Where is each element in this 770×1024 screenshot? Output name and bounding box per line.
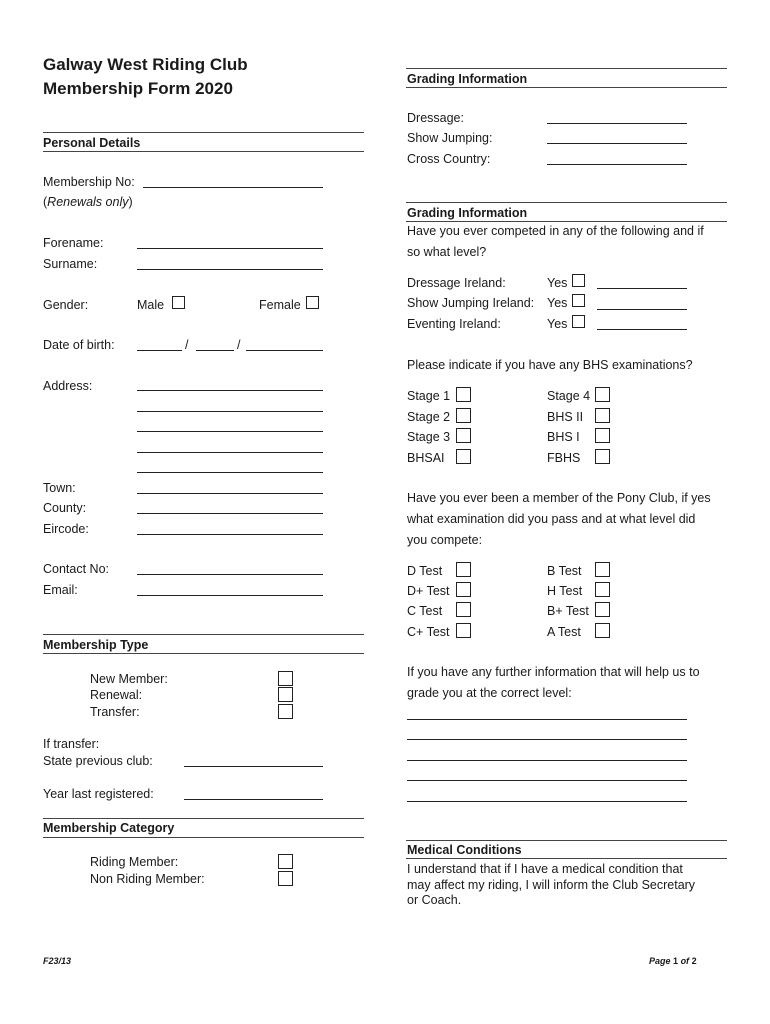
- d-test-label: D Test: [407, 564, 443, 578]
- medical-conditions-heading: Medical Conditions: [407, 843, 522, 857]
- transfer-label: Transfer:: [90, 705, 140, 719]
- dressage-ireland-yes-checkbox[interactable]: [572, 274, 585, 287]
- medical-text-line1: I understand that if I have a medical condition that: [407, 862, 683, 876]
- county-label: County:: [43, 501, 87, 515]
- dressage-ireland-label: Dressage Ireland:: [407, 276, 506, 290]
- c-plus-test-checkbox[interactable]: [456, 623, 471, 638]
- year-last-registered-label: Year last registered:: [43, 787, 154, 801]
- rule-bottom: [43, 837, 364, 838]
- bhsai-checkbox[interactable]: [456, 449, 471, 464]
- email-label: Email:: [43, 583, 78, 597]
- dob-separator-2: /: [237, 338, 241, 352]
- further-info-line2: grade you at the correct level:: [407, 686, 572, 700]
- eventing-ireland-level-field[interactable]: [597, 329, 687, 330]
- address-line-2[interactable]: [137, 411, 323, 412]
- pony-club-question-line1: Have you ever been a member of the Pony Club, if yes: [407, 491, 711, 505]
- bhs-stage3-checkbox[interactable]: [456, 428, 471, 443]
- renewals-only-note: (Renewals only): [43, 195, 133, 209]
- show-jumping-ireland-label: Show Jumping Ireland:: [407, 296, 535, 310]
- dressage-field[interactable]: [547, 123, 687, 124]
- further-info-line-field-5[interactable]: [407, 801, 687, 802]
- page-number: Page 1 of 2: [649, 956, 697, 966]
- membership-no-field[interactable]: [143, 187, 323, 188]
- b-plus-test-checkbox[interactable]: [595, 602, 610, 617]
- address-line-5[interactable]: [137, 472, 323, 473]
- county-field[interactable]: [137, 513, 323, 514]
- membership-category-heading: Membership Category: [43, 821, 175, 835]
- rule-bottom: [406, 858, 727, 859]
- new-member-label: New Member:: [90, 672, 168, 686]
- bhs-question: Please indicate if you have any BHS examinations?: [407, 358, 693, 372]
- bhs-i-label: BHS I: [547, 430, 580, 444]
- medical-text-line3: or Coach.: [407, 893, 462, 907]
- dob-month-field[interactable]: [196, 350, 234, 351]
- d-plus-test-checkbox[interactable]: [456, 582, 471, 597]
- bhsai-label: BHSAI: [407, 451, 445, 465]
- c-test-label: C Test: [407, 604, 443, 618]
- year-last-registered-field[interactable]: [184, 799, 323, 800]
- d-test-checkbox[interactable]: [456, 562, 471, 577]
- cross-country-field[interactable]: [547, 164, 687, 165]
- medical-text-line2: may affect my riding, I will inform the Club Secretary: [407, 878, 696, 892]
- further-info-line-field-4[interactable]: [407, 780, 687, 781]
- membership-type-heading: Membership Type: [43, 638, 149, 652]
- a-test-checkbox[interactable]: [595, 623, 610, 638]
- bhs-i-checkbox[interactable]: [595, 428, 610, 443]
- h-test-label: H Test: [547, 584, 583, 598]
- show-jumping-field[interactable]: [547, 143, 687, 144]
- pony-club-question-line2: what examination did you pass and at what level did: [407, 512, 696, 526]
- renewal-checkbox[interactable]: [278, 687, 293, 702]
- rule-bottom: [43, 653, 364, 654]
- further-info-line-field-3[interactable]: [407, 760, 687, 761]
- d-plus-test-label: D+ Test: [407, 584, 450, 598]
- dob-separator-1: /: [185, 338, 189, 352]
- dressage-label: Dressage:: [407, 111, 464, 125]
- cross-country-label: Cross Country:: [407, 152, 491, 166]
- new-member-checkbox[interactable]: [278, 671, 293, 686]
- further-info-line-field-1[interactable]: [407, 719, 687, 720]
- c-plus-test-label: C+ Test: [407, 625, 450, 639]
- address-line-4[interactable]: [137, 452, 323, 453]
- grading-info-heading-2: Grading Information: [407, 206, 528, 220]
- rule-top: [43, 818, 364, 819]
- previous-club-label: State previous club:: [43, 754, 153, 768]
- rule-bottom: [406, 221, 727, 222]
- female-checkbox[interactable]: [306, 296, 319, 309]
- further-info-line1: If you have any further information that will help us to: [407, 665, 700, 679]
- town-field[interactable]: [137, 493, 323, 494]
- address-line-3[interactable]: [137, 431, 323, 432]
- show-jumping-ireland-level-field[interactable]: [597, 309, 687, 310]
- eircode-label: Eircode:: [43, 522, 89, 536]
- transfer-checkbox[interactable]: [278, 704, 293, 719]
- non-riding-member-label: Non Riding Member:: [90, 872, 205, 886]
- bhs-stage4-checkbox[interactable]: [595, 387, 610, 402]
- grading-info-heading-1: Grading Information: [407, 72, 528, 86]
- forename-label: Forename:: [43, 236, 104, 250]
- dob-year-field[interactable]: [246, 350, 323, 351]
- address-label: Address:: [43, 379, 93, 393]
- competed-question-line2: so what level?: [407, 245, 487, 259]
- show-jumping-ireland-yes-checkbox[interactable]: [572, 294, 585, 307]
- bhs-stage2-checkbox[interactable]: [456, 408, 471, 423]
- gender-label: Gender:: [43, 298, 89, 312]
- riding-member-label: Riding Member:: [90, 855, 179, 869]
- contact-no-field[interactable]: [137, 574, 323, 575]
- dressage-ireland-yes-label: Yes: [547, 276, 568, 290]
- rule-top: [43, 132, 364, 133]
- surname-field[interactable]: [137, 269, 323, 270]
- riding-member-checkbox[interactable]: [278, 854, 293, 869]
- if-transfer-label: If transfer:: [43, 737, 100, 751]
- show-jumping-ireland-yes-label: Yes: [547, 296, 568, 310]
- membership-no-label: Membership No:: [43, 175, 135, 189]
- dob-label: Date of birth:: [43, 338, 115, 352]
- bhs-stage4-label: Stage 4: [547, 389, 591, 403]
- pony-club-question-line3: you compete:: [407, 533, 483, 547]
- personal-details-heading: Personal Details: [43, 136, 141, 150]
- competed-question-line1: Have you ever competed in any of the following and if: [407, 224, 704, 238]
- rule-top: [406, 68, 727, 69]
- h-test-checkbox[interactable]: [595, 582, 610, 597]
- b-test-label: B Test: [547, 564, 582, 578]
- bhs-stage1-label: Stage 1: [407, 389, 451, 403]
- bhs-ii-checkbox[interactable]: [595, 408, 610, 423]
- form-title-line1: Galway West Riding Club: [43, 55, 248, 74]
- show-jumping-label: Show Jumping:: [407, 131, 493, 145]
- eventing-ireland-label: Eventing Ireland:: [407, 317, 501, 331]
- bhs-stage2-label: Stage 2: [407, 410, 451, 424]
- bhs-stage3-label: Stage 3: [407, 430, 451, 444]
- fbhs-checkbox[interactable]: [595, 449, 610, 464]
- fbhs-label: FBHS: [547, 451, 581, 465]
- form-code: F23/13: [43, 956, 72, 966]
- contact-no-label: Contact No:: [43, 562, 110, 576]
- further-info-line-field-2[interactable]: [407, 739, 687, 740]
- c-test-checkbox[interactable]: [456, 602, 471, 617]
- b-test-checkbox[interactable]: [595, 562, 610, 577]
- surname-label: Surname:: [43, 257, 98, 271]
- eircode-field[interactable]: [137, 534, 323, 535]
- eventing-ireland-yes-label: Yes: [547, 317, 568, 331]
- address-line-1[interactable]: [137, 390, 323, 391]
- a-test-label: A Test: [547, 625, 581, 639]
- rule-top: [406, 202, 727, 203]
- non-riding-member-checkbox[interactable]: [278, 871, 293, 886]
- male-label: Male: [137, 298, 165, 312]
- email-field[interactable]: [137, 595, 323, 596]
- female-label: Female: [259, 298, 301, 312]
- rule-bottom: [406, 87, 727, 88]
- eventing-ireland-yes-checkbox[interactable]: [572, 315, 585, 328]
- dressage-ireland-level-field[interactable]: [597, 288, 687, 289]
- bhs-stage1-checkbox[interactable]: [456, 387, 471, 402]
- form-title-line2: Membership Form 2020: [43, 79, 233, 98]
- rule-top: [406, 840, 727, 841]
- forename-field[interactable]: [137, 248, 323, 249]
- male-checkbox[interactable]: [172, 296, 185, 309]
- rule-bottom: [43, 151, 364, 152]
- previous-club-field[interactable]: [184, 766, 323, 767]
- renewal-label: Renewal:: [90, 688, 143, 702]
- b-plus-test-label: B+ Test: [547, 604, 589, 618]
- dob-day-field[interactable]: [137, 350, 182, 351]
- bhs-ii-label: BHS II: [547, 410, 584, 424]
- town-label: Town:: [43, 481, 76, 495]
- rule-top: [43, 634, 364, 635]
